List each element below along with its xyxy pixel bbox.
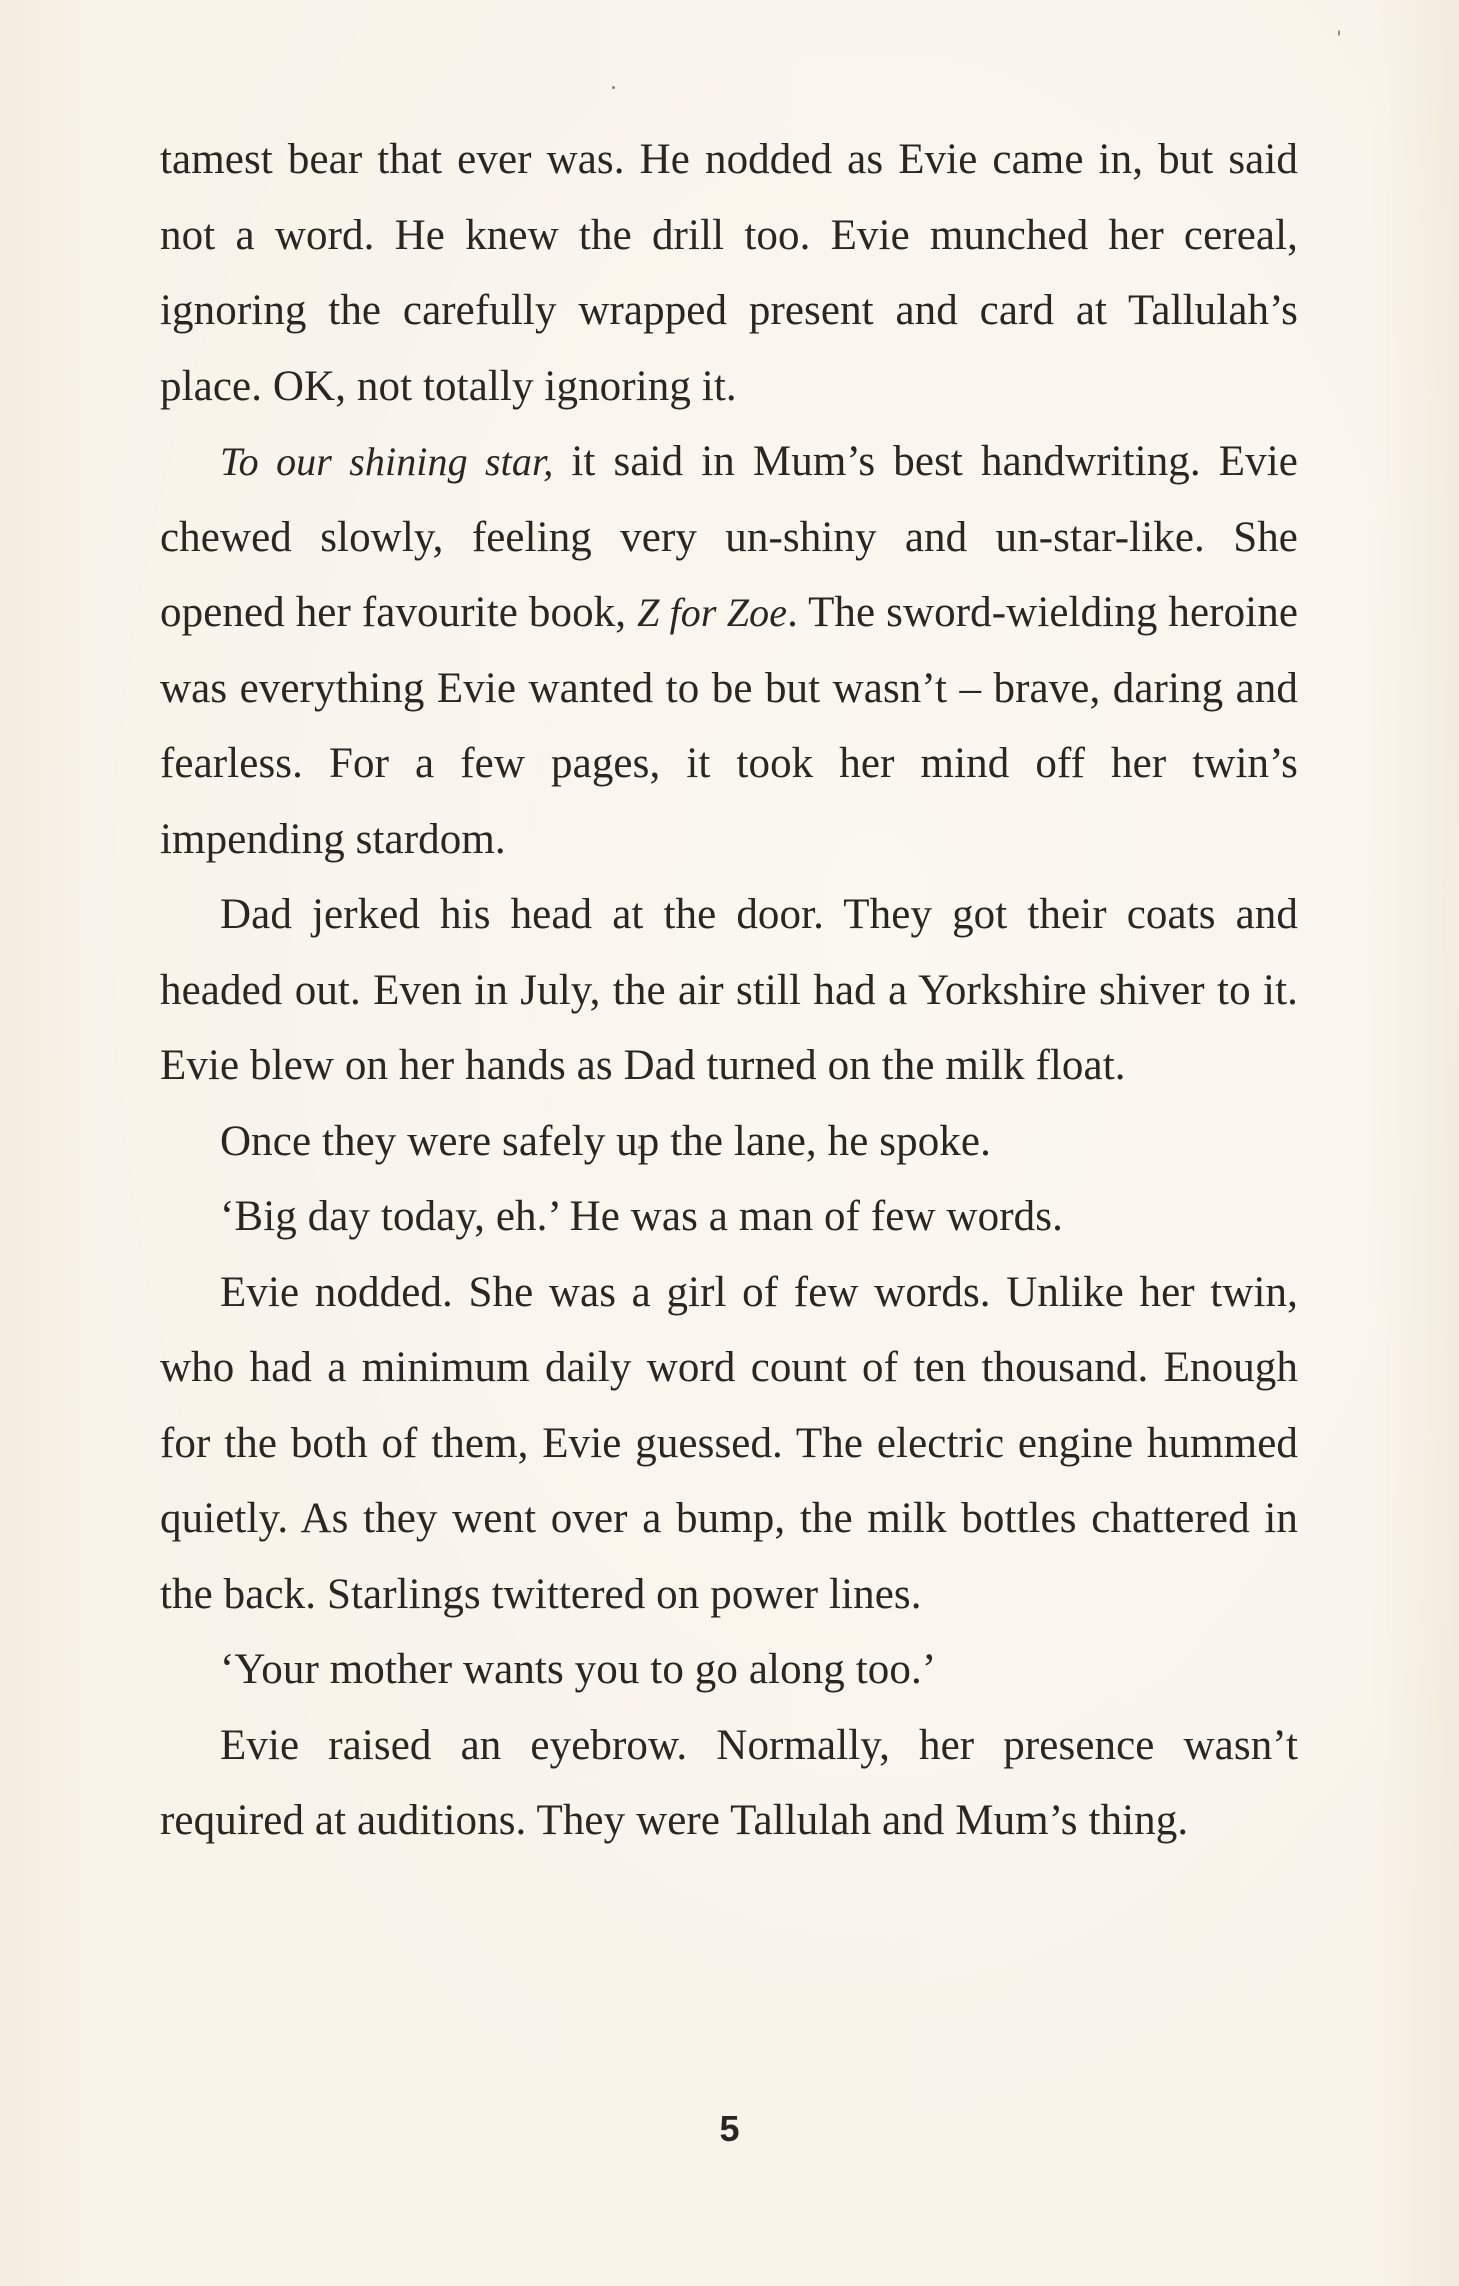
paragraph-3 [160, 877, 1298, 1104]
paragraph-2 [160, 424, 1298, 877]
paragraph-6 [160, 1255, 1298, 1633]
paragraph-5 [160, 1179, 1298, 1255]
paragraph-1 [160, 122, 1298, 424]
paragraph-6-text: Evie nodded. She was a girl of few words. Unlike her twin, who had a minimum daily word count of ten thousand. Enough for the both of them, Evie guessed. The electric engine hummed quietly. As they went over a bump, the milk bottles chattered in the back. Starlings twittered on power lines. [160, 1268, 1298, 1618]
paragraph-2-text-after: . The sword-wielding heroine was everything Evie wanted to be but wasn’t – brave, daring and fearless. For a few pages, it took her mind off her twin’s impending stardom. [160, 589, 1299, 863]
book-title: Z for Zoe [637, 590, 788, 635]
page-number: 5 [719, 2108, 740, 2149]
paragraph-5-text: ‘Big day today, eh.’ He was a man of few words. [220, 1193, 1063, 1240]
paper-speck [612, 86, 615, 89]
body-text [160, 122, 1298, 1859]
paper-speck [1338, 30, 1340, 36]
paragraph-7 [160, 1632, 1298, 1708]
paragraph-3-text: Dad jerked his head at the door. They got their coats and headed out. Even in July, the air still had a Yorkshire shiver to it. Evie blew on her hands as Dad turned on the milk float. [160, 891, 1298, 1089]
paragraph-2-text: it said in Mum’s best handwriting. Evie chewed slowly, feeling very un-shiny and un-star-like. She opened her favourite book, [160, 438, 1298, 636]
paragraph-4-text: Once they were safely up the lane, he spoke. [220, 1117, 991, 1165]
paragraph-8 [160, 1708, 1298, 1859]
paragraph-7-text: ‘Your mother wants you to go along too.’ [220, 1646, 937, 1693]
paragraph-1-text: tamest bear that ever was. He nodded as Evie came in, but said not a word. He knew the drill too. Evie munched her cereal, ignoring the carefully wrapped present and card at Tallulah’s place. OK, not totally ignoring it. [160, 136, 1298, 410]
card-inscription: To our shining star, [220, 439, 554, 484]
paragraph-4 [160, 1104, 1298, 1180]
paragraph-8-text: Evie raised an eyebrow. Normally, her presence wasn’t required at auditions. They were Tallulah and Mum’s thing. [160, 1721, 1298, 1844]
